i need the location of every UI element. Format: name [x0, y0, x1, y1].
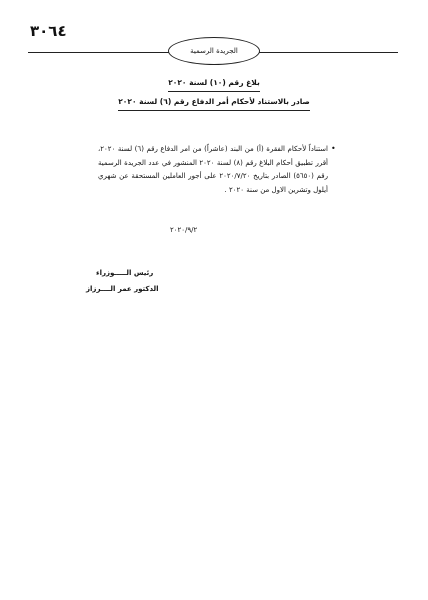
- title-underline: [168, 91, 260, 92]
- signatory-title: رئيس الـــــوزراء: [96, 269, 154, 277]
- subtitle-underline: [118, 110, 310, 111]
- page-number: ٣٠٦٤: [30, 22, 67, 40]
- body-paragraph: استناداً لأحكام الفقرة (أ) من البند (عاشراً) من امر الدفاع رقم (٦) لسنة ٢٠٢٠، أقرر تطبيق أحكام البلاغ رقم (٨) لسنة ٢٠٢٠ المنشور في عدد الجريدة الرسمية رقم (٥٦٥٠) الصادر بتاريخ ٢٠٢٠/٧/٢٠ على أجور العاملين المستحقة عن شهري أيلول وتشرين الاول من سنة ٢٠٢٠ .: [98, 145, 329, 194]
- signatory-name: الدكتور عمر الــــرزاز: [86, 285, 159, 293]
- issue-date: ٢٠٢٠/٩/٢: [170, 226, 198, 234]
- bullet-icon: •: [331, 144, 336, 153]
- announcement-subtitle: صادر بالاستناد لأحكام أمر الدفاع رقم (٦) لسنة ٢٠٢٠: [118, 97, 310, 106]
- announcement-title: بلاغ رقم (١٠) لسنة ٢٠٢٠: [168, 78, 260, 87]
- gazette-name-oval: الجريدة الرسمية: [168, 37, 260, 65]
